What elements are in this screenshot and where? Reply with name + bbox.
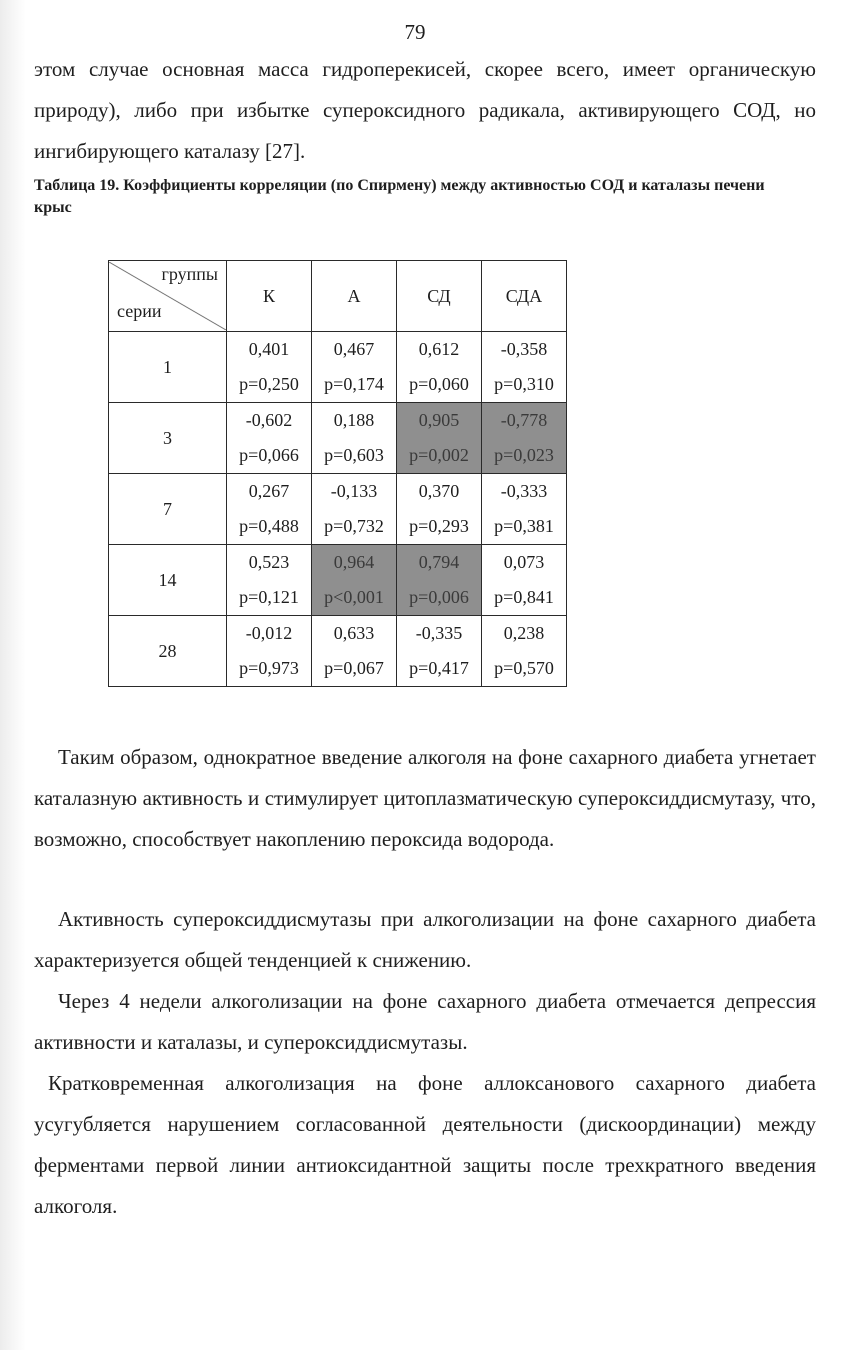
p-value: p=0,067 <box>324 658 384 678</box>
corner-label-groups: группы <box>161 264 218 284</box>
table-corner-cell <box>109 261 227 332</box>
table-row <box>109 332 567 403</box>
table-row <box>109 616 567 687</box>
column-header-k: К <box>227 261 312 332</box>
p-value: p=0,603 <box>324 445 384 465</box>
table-header-row <box>109 261 567 332</box>
correlation-coefficient: 0,612 <box>418 339 460 359</box>
scan-edge-shadow <box>0 0 26 1350</box>
cell-sda <box>482 616 567 687</box>
paragraph-conclusion-3: Через 4 недели алкоголизации на фоне сахарного диабета отмечается депрессия активности и каталазы, и супероксиддисмутазы. <box>34 989 816 1054</box>
p-value: p=0,841 <box>494 587 554 607</box>
p-value: p=0,006 <box>409 587 469 607</box>
p-value: p=0,381 <box>494 516 554 536</box>
correlation-coefficient: 0,073 <box>503 552 545 572</box>
correlation-coefficient: 0,633 <box>333 623 375 643</box>
paragraph-conclusion-2: Активность супероксиддисмутазы при алкоголизации на фоне сахарного диабета характеризуется общей тенденцией к снижению. <box>34 907 816 972</box>
p-value: p=0,973 <box>239 658 299 678</box>
column-header-sda: СДА <box>482 261 567 332</box>
series-label: 14 <box>109 545 227 616</box>
correlation-coefficient: -0,778 <box>500 410 548 430</box>
paragraph-conclusion-4: Кратковременная алкоголизация на фоне аллоксанового сахарного диабета усугубляется нарушением согласованной деятельности (дискоординации) между ферментами первой линии антиоксидантной защиты после трехкратного введения алкоголя. <box>34 1071 816 1218</box>
series-label: 1 <box>109 332 227 403</box>
p-value: p=0,023 <box>494 445 554 465</box>
correlation-coefficient: 0,401 <box>248 339 290 359</box>
correlation-coefficient: -0,602 <box>245 410 293 430</box>
cell-sda <box>482 474 567 545</box>
p-value: p=0,732 <box>324 516 384 536</box>
cell-sda <box>482 403 567 474</box>
correlation-coefficient: 0,267 <box>248 481 290 501</box>
paragraph-conclusion-1: Таким образом, однократное введение алкоголя на фоне сахарного диабета угнетает каталазную активность и стимулирует цитоплазматическую супероксиддисмутазу, что, возможно, способствует накоплению пероксида водорода. <box>34 745 816 851</box>
cell-sda <box>482 545 567 616</box>
cell-a <box>312 545 397 616</box>
correlation-coefficient: 0,370 <box>418 481 460 501</box>
page-number: 79 <box>404 20 426 44</box>
cell-sda <box>482 332 567 403</box>
cell-k <box>227 403 312 474</box>
corner-label-series: серии <box>117 301 162 321</box>
table-caption: Таблица 19. Коэффициенты корреляции (по Спирмену) между активностью СОД и каталазы печени крыс <box>34 177 765 216</box>
correlation-coefficient: 0,964 <box>333 552 375 572</box>
correlation-coefficient: 0,794 <box>418 552 460 572</box>
table-row <box>109 545 567 616</box>
p-value: p=0,250 <box>239 374 299 394</box>
cell-k <box>227 332 312 403</box>
correlation-coefficient: -0,358 <box>500 339 548 359</box>
p-value: p<0,001 <box>324 587 384 607</box>
cell-a <box>312 332 397 403</box>
correlation-coefficient: 0,467 <box>333 339 375 359</box>
cell-a <box>312 616 397 687</box>
p-value: p=0,066 <box>239 445 299 465</box>
correlation-coefficient: 0,188 <box>333 410 375 430</box>
p-value: p=0,002 <box>409 445 469 465</box>
cell-sd <box>397 332 482 403</box>
correlation-coefficient: -0,335 <box>415 623 463 643</box>
paragraph-intro: этом случае основная масса гидроперекисей, скорее всего, имеет органическую природу), либо при избытке супероксидного радикала, активирующего СОД, но ингибирующего каталазу [27]. <box>34 57 816 163</box>
p-value: p=0,488 <box>239 516 299 536</box>
correlation-coefficient: 0,523 <box>248 552 290 572</box>
table-row <box>109 403 567 474</box>
p-value: p=0,060 <box>409 374 469 394</box>
column-header-a: А <box>312 261 397 332</box>
correlation-coefficient: -0,012 <box>245 623 293 643</box>
correlation-coefficient: -0,133 <box>330 481 378 501</box>
p-value: p=0,310 <box>494 374 554 394</box>
series-label: 3 <box>109 403 227 474</box>
correlation-table <box>108 260 567 687</box>
cell-sd <box>397 616 482 687</box>
p-value: p=0,417 <box>409 658 469 678</box>
cell-a <box>312 403 397 474</box>
cell-k <box>227 616 312 687</box>
corner-diagonal <box>109 262 226 330</box>
correlation-coefficient: -0,333 <box>500 481 548 501</box>
table-body <box>109 332 567 687</box>
p-value: p=0,174 <box>324 374 384 394</box>
p-value: p=0,570 <box>494 658 554 678</box>
table-row <box>109 474 567 545</box>
series-label: 28 <box>109 616 227 687</box>
cell-k <box>227 545 312 616</box>
cell-a <box>312 474 397 545</box>
column-header-sd: СД <box>397 261 482 332</box>
p-value: p=0,293 <box>409 516 469 536</box>
correlation-coefficient: 0,905 <box>418 410 460 430</box>
cell-sd <box>397 403 482 474</box>
cell-sd <box>397 545 482 616</box>
correlation-coefficient: 0,238 <box>503 623 545 643</box>
series-label: 7 <box>109 474 227 545</box>
p-value: p=0,121 <box>239 587 299 607</box>
cell-k <box>227 474 312 545</box>
cell-sd <box>397 474 482 545</box>
